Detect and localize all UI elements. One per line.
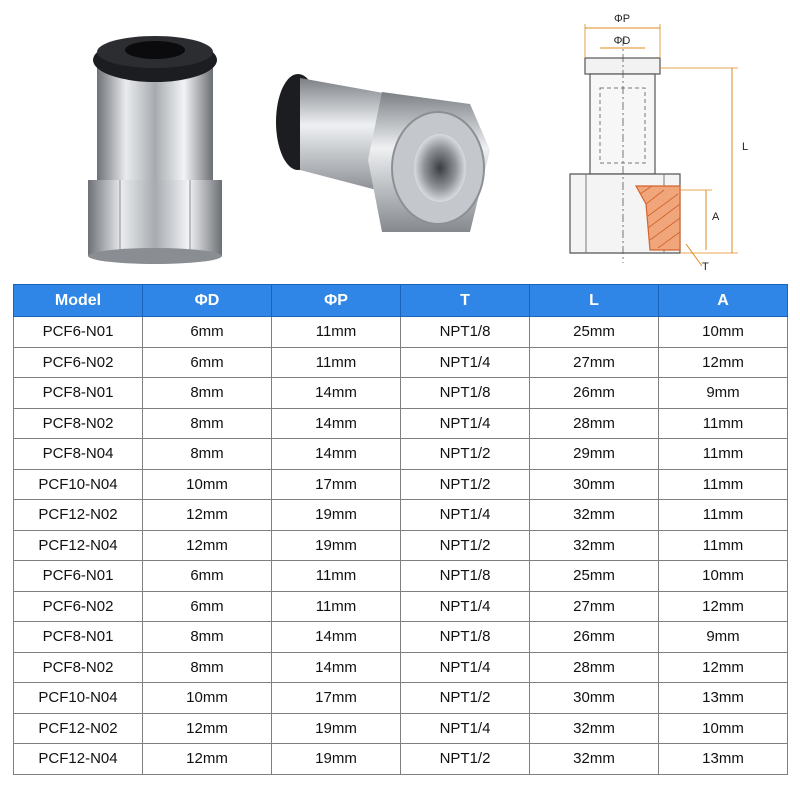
table-row — [14, 530, 788, 561]
cell-phi-d: 8mm — [143, 378, 272, 409]
header-l: L — [530, 285, 659, 317]
fitting-hex-nut — [88, 180, 222, 256]
cell-model: PCF12-N04 — [14, 744, 143, 775]
cell-a: 10mm — [659, 713, 788, 744]
table-body — [14, 317, 788, 775]
cell-a: 9mm — [659, 622, 788, 653]
phi-p-label: ΦP — [613, 13, 631, 25]
cell-model: PCF6-N02 — [14, 591, 143, 622]
cell-a: 12mm — [659, 591, 788, 622]
cell-model: PCF6-N02 — [14, 347, 143, 378]
cell-phi-p: 14mm — [272, 439, 401, 470]
cell-phi-p: 11mm — [272, 591, 401, 622]
header-phi-p: ΦP — [272, 285, 401, 317]
cell-phi-p: 14mm — [272, 622, 401, 653]
cell-l: 30mm — [530, 469, 659, 500]
cell-l: 32mm — [530, 530, 659, 561]
cell-l: 26mm — [530, 622, 659, 653]
cell-model: PCF8-N02 — [14, 408, 143, 439]
cell-model: PCF12-N02 — [14, 713, 143, 744]
cell-l: 32mm — [530, 713, 659, 744]
cell-l: 32mm — [530, 744, 659, 775]
cell-l: 28mm — [530, 408, 659, 439]
cell-t: NPT1/2 — [401, 469, 530, 500]
cell-t: NPT1/8 — [401, 317, 530, 348]
cell-t: NPT1/2 — [401, 530, 530, 561]
header-a: A — [659, 285, 788, 317]
cell-phi-d: 12mm — [143, 744, 272, 775]
cell-phi-p: 11mm — [272, 561, 401, 592]
cell-phi-d: 12mm — [143, 713, 272, 744]
cell-phi-p: 19mm — [272, 744, 401, 775]
a-label: A — [712, 211, 720, 223]
cell-phi-d: 10mm — [143, 683, 272, 714]
cell-l: 27mm — [530, 591, 659, 622]
table-row — [14, 347, 788, 378]
spec-table — [13, 284, 788, 775]
cell-t: NPT1/8 — [401, 561, 530, 592]
threaded-port — [414, 134, 466, 202]
cell-model: PCF12-N02 — [14, 500, 143, 531]
table-row — [14, 622, 788, 653]
cell-model: PCF8-N01 — [14, 622, 143, 653]
cell-l: 28mm — [530, 652, 659, 683]
cell-phi-d: 6mm — [143, 591, 272, 622]
cell-phi-d: 8mm — [143, 622, 272, 653]
cell-phi-d: 8mm — [143, 408, 272, 439]
fitting-tilted — [276, 74, 490, 232]
cell-t: NPT1/4 — [401, 408, 530, 439]
cell-t: NPT1/8 — [401, 622, 530, 653]
table-row — [14, 408, 788, 439]
table-row — [14, 317, 788, 348]
cell-a: 11mm — [659, 469, 788, 500]
cell-phi-p: 11mm — [272, 347, 401, 378]
product-photos — [0, 0, 530, 282]
cell-l: 26mm — [530, 378, 659, 409]
table-row — [14, 744, 788, 775]
cell-a: 13mm — [659, 744, 788, 775]
t-label: T — [702, 261, 709, 273]
cell-a: 13mm — [659, 683, 788, 714]
cell-a: 11mm — [659, 439, 788, 470]
cell-phi-d: 6mm — [143, 561, 272, 592]
cell-l: 25mm — [530, 317, 659, 348]
table-row — [14, 500, 788, 531]
table-row — [14, 561, 788, 592]
cell-model: PCF12-N04 — [14, 530, 143, 561]
cell-t: NPT1/4 — [401, 347, 530, 378]
cell-phi-d: 8mm — [143, 439, 272, 470]
cell-t: NPT1/4 — [401, 652, 530, 683]
cell-t: NPT1/2 — [401, 683, 530, 714]
cell-phi-d: 6mm — [143, 317, 272, 348]
cell-l: 30mm — [530, 683, 659, 714]
l-label: L — [742, 141, 749, 153]
cell-t: NPT1/4 — [401, 713, 530, 744]
cell-l: 32mm — [530, 500, 659, 531]
phi-d-label: ΦD — [613, 35, 631, 47]
table-row — [14, 683, 788, 714]
cell-t: NPT1/4 — [401, 500, 530, 531]
header-model: Model — [14, 285, 143, 317]
cell-phi-p: 17mm — [272, 469, 401, 500]
header-phi-d: ΦD — [143, 285, 272, 317]
cell-a: 11mm — [659, 408, 788, 439]
cell-phi-p: 11mm — [272, 317, 401, 348]
dimension-diagram — [540, 8, 790, 278]
cell-phi-p: 19mm — [272, 713, 401, 744]
cell-a: 10mm — [659, 317, 788, 348]
cell-model: PCF6-N01 — [14, 561, 143, 592]
cell-phi-p: 17mm — [272, 683, 401, 714]
cell-model: PCF6-N01 — [14, 317, 143, 348]
cell-phi-d: 12mm — [143, 500, 272, 531]
cell-a: 11mm — [659, 500, 788, 531]
cell-phi-d: 10mm — [143, 469, 272, 500]
cell-phi-p: 19mm — [272, 500, 401, 531]
cell-l: 29mm — [530, 439, 659, 470]
cell-l: 25mm — [530, 561, 659, 592]
cell-t: NPT1/2 — [401, 439, 530, 470]
cell-phi-d: 12mm — [143, 530, 272, 561]
table-row — [14, 469, 788, 500]
table-row — [14, 591, 788, 622]
cell-phi-p: 19mm — [272, 530, 401, 561]
cell-a: 9mm — [659, 378, 788, 409]
cell-a: 12mm — [659, 652, 788, 683]
table-row — [14, 713, 788, 744]
cell-model: PCF8-N01 — [14, 378, 143, 409]
cell-t: NPT1/8 — [401, 378, 530, 409]
cell-a: 10mm — [659, 561, 788, 592]
cell-phi-d: 6mm — [143, 347, 272, 378]
cell-model: PCF8-N02 — [14, 652, 143, 683]
cell-l: 27mm — [530, 347, 659, 378]
cell-phi-p: 14mm — [272, 408, 401, 439]
table-row — [14, 378, 788, 409]
cell-t: NPT1/2 — [401, 744, 530, 775]
table-header-row — [14, 285, 788, 317]
table-row — [14, 652, 788, 683]
header-t: T — [401, 285, 530, 317]
cell-phi-p: 14mm — [272, 378, 401, 409]
cell-a: 11mm — [659, 530, 788, 561]
cell-phi-p: 14mm — [272, 652, 401, 683]
collet-outline — [585, 58, 660, 74]
cell-phi-d: 8mm — [143, 652, 272, 683]
cell-t: NPT1/4 — [401, 591, 530, 622]
fitting-upright — [88, 36, 222, 264]
cell-model: PCF8-N04 — [14, 439, 143, 470]
cell-model: PCF10-N04 — [14, 469, 143, 500]
table-row — [14, 439, 788, 470]
cell-model: PCF10-N04 — [14, 683, 143, 714]
cell-a: 12mm — [659, 347, 788, 378]
